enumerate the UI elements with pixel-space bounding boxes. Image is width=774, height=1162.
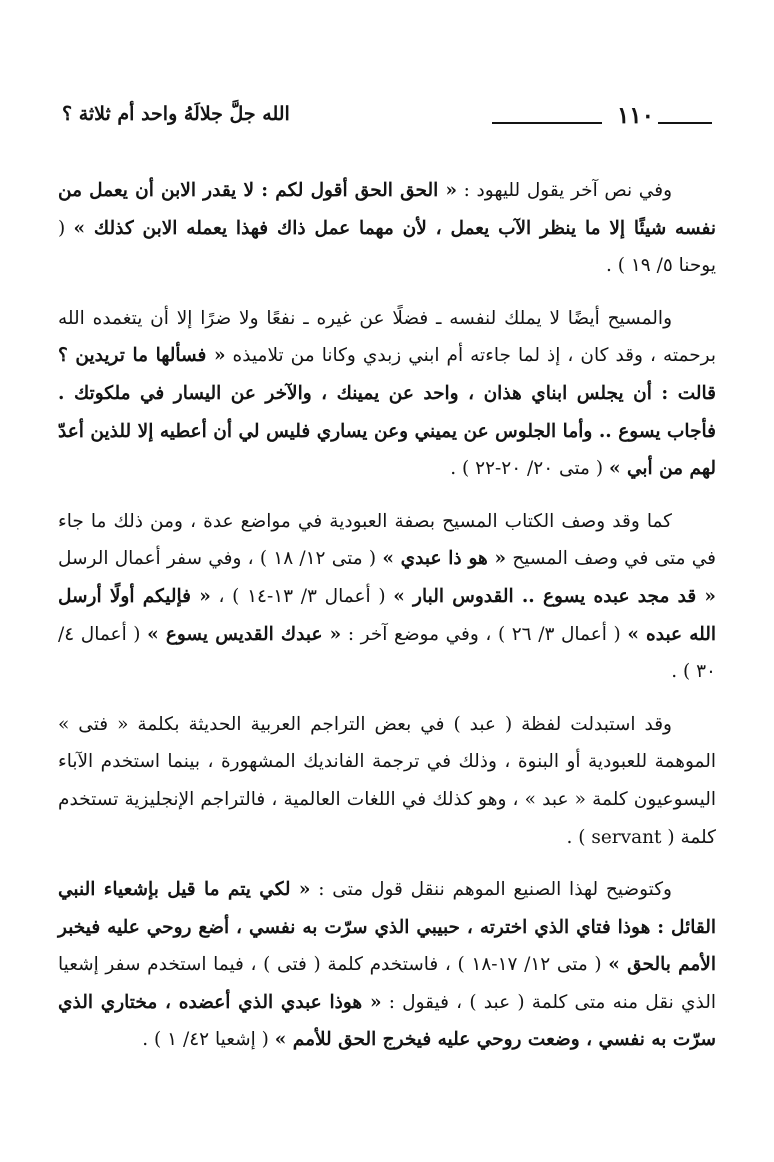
header-rule-left bbox=[492, 122, 602, 124]
scripture-reference: ( متى ٢٠/ ٢٠-٢٢ ) . bbox=[450, 458, 609, 480]
paragraph-text: كما وقد وصف الكتاب المسيح بصفة العبودية في مواضع عدة ، ومن ذلك ما جاء في متى في وصف المسيح bbox=[58, 510, 716, 570]
scripture-quote: « لكي يتم ما قيل بإشعياء النبي القائل : هوذا فتاي الذي اخترته ، حبيبي الذي سرّت به نفسي ، أضع روحي عليه فيخبر الأمم بالحق » bbox=[58, 879, 716, 976]
page-header bbox=[62, 100, 712, 134]
paragraph-john-quote bbox=[58, 172, 716, 285]
scripture-quote: « الحق الحق أقول لكم : لا يقدر الابن أن يعمل من نفسه شيئًا إلا ما ينظر الآب يعمل ، لأن مهما عمل ذاك فهذا يعمله الابن كذلك » bbox=[58, 180, 716, 239]
paragraph-text: وفي نص آخر يقول لليهود : bbox=[457, 180, 672, 201]
paragraph-translation-note bbox=[58, 706, 716, 856]
page-number: ١١٠ bbox=[616, 102, 654, 129]
paragraph-text: وقد استبدلت لفظة ( عبد ) في بعض التراجم العربية الحديثة بكلمة « فتى » الموهمة للعبودية أو البنوة ، وذلك في ترجمة الفانديك المشهورة ، بينما استخدم الآباء اليسوعيون كلمة « عبد » ، وهو كذلك في اللغات العالمية ، فالتراجم الإنجليزية تستخدم كلمة ( servant ) . bbox=[58, 713, 716, 848]
paragraph-zebedee-sons bbox=[58, 300, 716, 488]
paragraph-text: ( متى ١٢/ ١٨ ) ، وفي سفر أعمال الرسل bbox=[58, 548, 383, 570]
scripture-reference: ( أعمال ٤/ ٣٠ ) . bbox=[58, 623, 716, 683]
scripture-reference: ( يوحنا ٥/ ١٩ ) . bbox=[58, 217, 716, 277]
scripture-quote: « قد مجد عبده يسوع .. القدوس البار » bbox=[393, 585, 716, 607]
scripture-quote: « عبدك القديس يسوع » bbox=[147, 623, 342, 645]
paragraph-text: ( أعمال ٣/ ١٣-١٤ ) ، bbox=[210, 585, 394, 607]
paragraph-servant-attribute bbox=[58, 503, 716, 691]
scripture-quote: « هو ذا عبدي » bbox=[382, 548, 507, 570]
paragraph-text: ( أعمال ٣/ ٢٦ ) ، وفي موضع آخر : bbox=[341, 623, 628, 645]
paragraph-text: وكتوضيح لهذا الصنيع الموهم ننقل قول متى : bbox=[310, 879, 672, 901]
body-text bbox=[58, 172, 716, 1074]
scripture-quote: « هوذا عبدي الذي أعضده ، مختاري الذي سرّت به نفسي ، وضعت روحي عليه فيخرج الحق للأمم » bbox=[58, 991, 716, 1051]
paragraph-text: والمسيح أيضًا لا يملك لنفسه ـ فضلًا عن غيره ـ نفعًا ولا ضرًا إلا أن يتغمده الله برحمته ، وقد كان ، إذ لما جاءته أم ابني زبدي وكانا من تلاميذه bbox=[58, 307, 716, 367]
header-rule-right bbox=[658, 122, 712, 124]
paragraph-isaiah-comparison bbox=[58, 871, 716, 1059]
scripture-quote: « فإليكم أولًا أرسل الله عبده » bbox=[58, 585, 717, 645]
paragraph-text: ( متى ١٢/ ١٧-١٨ ) ، فاستخدم كلمة ( فتى ) ، فيما استخدم سفر إشعيا الذي نقل منه متى كلمة ( عبد ) ، فيقول : bbox=[58, 954, 716, 1013]
scripture-reference: ( إشعيا ٤٢/ ١ ) . bbox=[142, 1029, 275, 1051]
scripture-quote: « فسألها ما تريدين ؟ قالت : أن يجلس ابناي هذان ، واحد عن يمينك ، والآخر عن اليسار في ملكوتك . فأجاب يسوع .. وأما الجلوس عن يميني وعن يساري فليس لي أن أعطيه إلا للذين أعدّ لهم من أبي » bbox=[58, 345, 716, 480]
running-title: الله جلَّ جلالَهُ واحد أم ثلاثة ؟ bbox=[62, 103, 290, 125]
